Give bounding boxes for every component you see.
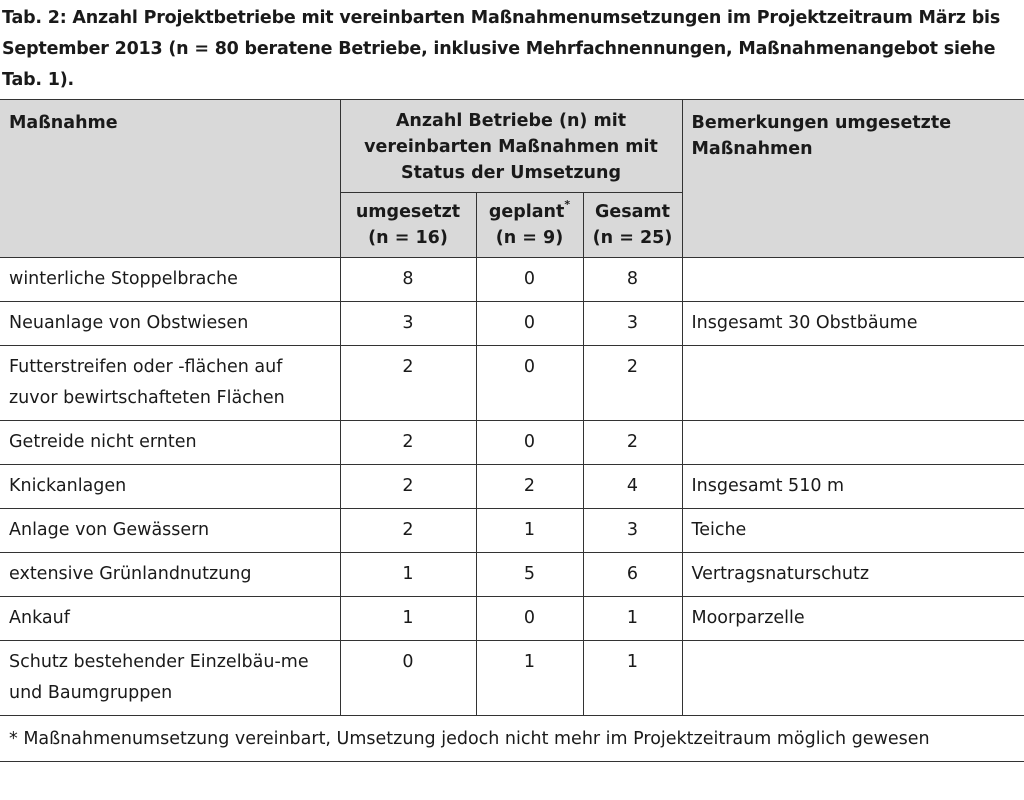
cell-total: 8 bbox=[583, 258, 682, 302]
header-remarks: Bemerkungen umgesetzte Maßnahmen bbox=[682, 100, 1024, 258]
table-row bbox=[0, 597, 1024, 641]
cell-planned: 1 bbox=[476, 509, 583, 553]
cell-measure: Schutz bestehender Einzelbäu-me und Baumgruppen bbox=[0, 641, 340, 716]
cell-measure: Neuanlage von Obstwiesen bbox=[0, 302, 340, 346]
cell-implemented: 2 bbox=[340, 346, 476, 421]
cell-implemented: 1 bbox=[340, 553, 476, 597]
cell-implemented: 0 bbox=[340, 641, 476, 716]
cell-total: 2 bbox=[583, 421, 682, 465]
cell-total: 4 bbox=[583, 465, 682, 509]
table-row bbox=[0, 641, 1024, 716]
cell-remark: Insgesamt 30 Obstbäume bbox=[682, 302, 1024, 346]
cell-total: 3 bbox=[583, 302, 682, 346]
table-caption: Tab. 2: Anzahl Projektbetriebe mit vereinbarten Maßnahmenumsetzungen im Projektzeitraum März bis September 2013 (n = 80 beratene Betriebe, inklusive Mehrfachnennungen, Maßnahmenangebot siehe Tab. 1). bbox=[2, 8, 1001, 90]
cell-planned: 1 bbox=[476, 641, 583, 716]
header-planned-n: (n = 9) bbox=[495, 228, 564, 248]
cell-implemented: 2 bbox=[340, 509, 476, 553]
cell-remark: Vertragsnaturschutz bbox=[682, 553, 1024, 597]
table-row bbox=[0, 465, 1024, 509]
cell-planned: 0 bbox=[476, 302, 583, 346]
cell-remark bbox=[682, 641, 1024, 716]
cell-implemented: 3 bbox=[340, 302, 476, 346]
header-implemented-n: (n = 16) bbox=[368, 228, 448, 248]
cell-measure: Anlage von Gewässern bbox=[0, 509, 340, 553]
cell-measure: Getreide nicht ernten bbox=[0, 421, 340, 465]
cell-implemented: 2 bbox=[340, 421, 476, 465]
cell-total: 1 bbox=[583, 641, 682, 716]
footnote-row bbox=[0, 716, 1024, 762]
cell-measure: extensive Grünlandnutzung bbox=[0, 553, 340, 597]
cell-planned: 0 bbox=[476, 421, 583, 465]
cell-planned: 0 bbox=[476, 258, 583, 302]
cell-total: 6 bbox=[583, 553, 682, 597]
header-total bbox=[583, 193, 682, 258]
cell-planned: 0 bbox=[476, 346, 583, 421]
header-total-label: Gesamt bbox=[594, 202, 671, 222]
cell-total: 2 bbox=[583, 346, 682, 421]
cell-total: 1 bbox=[583, 597, 682, 641]
cell-measure: Futterstreifen oder -flächen auf zuvor bewirtschafteten Flächen bbox=[0, 346, 340, 421]
cell-total: 3 bbox=[583, 509, 682, 553]
table-row bbox=[0, 258, 1024, 302]
cell-remark bbox=[682, 346, 1024, 421]
cell-remark: Insgesamt 510 m bbox=[682, 465, 1024, 509]
cell-remark: Moorparzelle bbox=[682, 597, 1024, 641]
table-row bbox=[0, 421, 1024, 465]
table-row bbox=[0, 302, 1024, 346]
header-planned-footnote-mark: * bbox=[564, 198, 571, 212]
header-planned-label: geplant bbox=[488, 202, 565, 222]
header-total-n: (n = 25) bbox=[592, 228, 673, 248]
header-farm-count-group: Anzahl Betriebe (n) mit vereinbarten Maßnahmen mit Status der Umsetzung bbox=[340, 100, 682, 193]
cell-remark bbox=[682, 421, 1024, 465]
table-row bbox=[0, 346, 1024, 421]
header-implemented bbox=[340, 193, 476, 258]
header-measure: Maßnahme bbox=[0, 100, 340, 258]
table-row bbox=[0, 509, 1024, 553]
table-header-row bbox=[0, 100, 1024, 193]
footnote: * Maßnahmenumsetzung vereinbart, Umsetzung jedoch nicht mehr im Projektzeitraum möglich gewesen bbox=[9, 729, 930, 749]
cell-planned: 5 bbox=[476, 553, 583, 597]
cell-implemented: 2 bbox=[340, 465, 476, 509]
table-row bbox=[0, 553, 1024, 597]
footnote-cell bbox=[0, 716, 1024, 762]
cell-measure: Ankauf bbox=[0, 597, 340, 641]
cell-implemented: 1 bbox=[340, 597, 476, 641]
measures-table bbox=[0, 99, 1024, 762]
cell-remark bbox=[682, 258, 1024, 302]
cell-remark: Teiche bbox=[682, 509, 1024, 553]
cell-implemented: 8 bbox=[340, 258, 476, 302]
cell-planned: 2 bbox=[476, 465, 583, 509]
cell-measure: Knickanlagen bbox=[0, 465, 340, 509]
header-implemented-label: umgesetzt bbox=[355, 202, 461, 222]
cell-measure: winterliche Stoppelbrache bbox=[0, 258, 340, 302]
header-planned bbox=[476, 193, 583, 258]
cell-planned: 0 bbox=[476, 597, 583, 641]
